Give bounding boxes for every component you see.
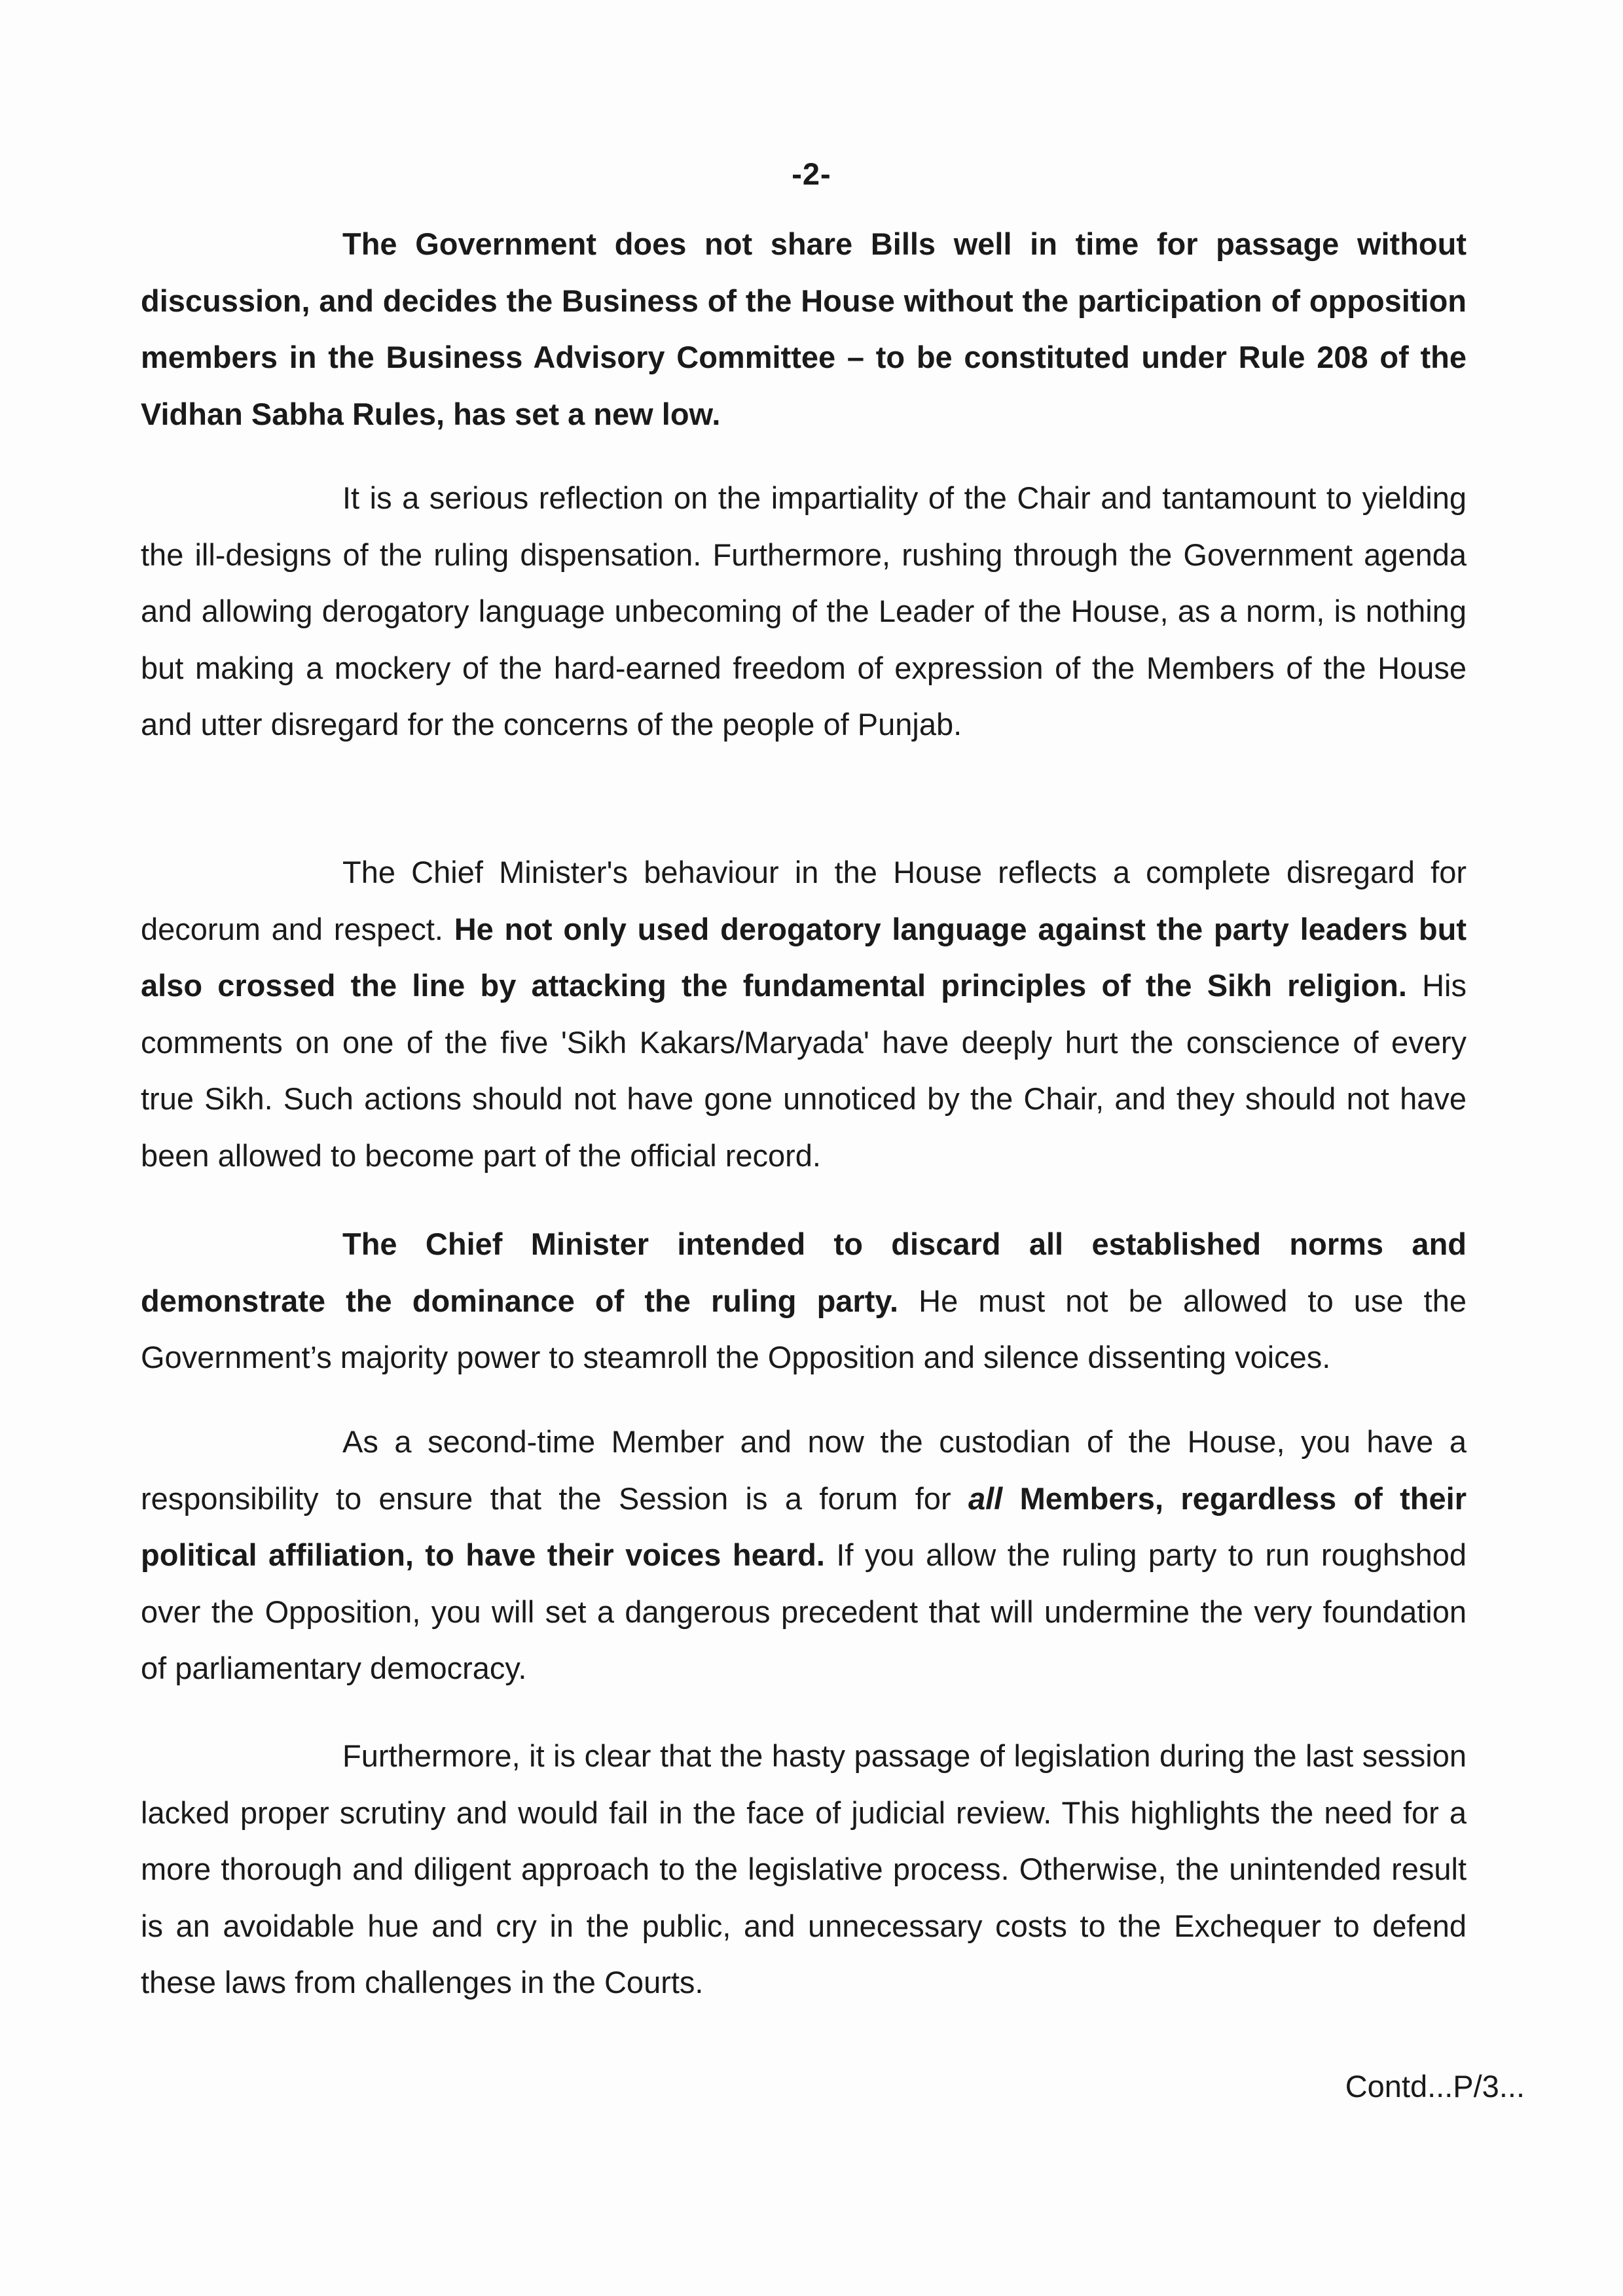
paragraph-impartiality: [141, 470, 1467, 753]
page-number: -2-: [792, 156, 831, 191]
paragraph-text-plain: His comments on one of the five 'Sikh Kakars/Maryada' have deeply hurt the conscience of every true Sikh. Such actions should not have gone unnoticed by the Chair, and they should not have been allowed to become part of the official record.: [141, 968, 1467, 1173]
paragraph-text-bold-italic: all: [968, 1480, 1003, 1516]
paragraph-text: It is a serious reflection on the impartiality of the Chair and tantamount to yielding the ill-designs of the ruling dispensation. Furthermore, rushing through the Government agenda and allowing derogatory language unbecoming of the Leader of the House, as a norm, is nothing but making a mockery of the hard-earned freedom of expression of the Members of the House and utter disregard for the concerns of the people of Punjab.: [141, 480, 1467, 742]
paragraph-chief-minister-behaviour: [141, 844, 1467, 1184]
paragraph-text-plain: If you allow the ruling party to run roughshod over the Opposition, you will set a dangerous precedent that will undermine the very foundation of parliamentary democracy.: [141, 1537, 1467, 1685]
paragraph-text: The Government does not share Bills well in time for passage without discussion, and decides the Business of the House without the participation of opposition members in the Business Advisory Committee – to be constituted under Rule 208 of the Vidhan Sabha Rules, has set a new low.: [141, 226, 1467, 431]
paragraph-text-bold: Members, regardless of their political affiliation, to have their voices heard.: [141, 1480, 1467, 1572]
continuation-note: Contd...P/3...: [1345, 2069, 1525, 2104]
paragraph-business-advisory: [141, 216, 1467, 442]
paragraph-custodian-responsibility: [141, 1414, 1467, 1697]
paragraph-text-plain: As a second-time Member and now the custodian of the House, you have a responsibility to ensure that the Session is a forum for: [141, 1424, 1467, 1516]
paragraph-text-plain: The Chief Minister's behaviour in the House reflects a complete disregard for decorum and respect.: [141, 855, 1467, 946]
paragraph-text: Furthermore, it is clear that the hasty passage of legislation during the last session lacked proper scrutiny and would fail in the face of judicial review. This highlights the need for a more thorough and diligent approach to the legislative process. Otherwise, the unintended result is an avoidable hue and cry in the public, and unnecessary costs to the Exchequer to defend these laws from challenges in the Courts.: [141, 1738, 1467, 2000]
paragraph-text-bold: The Chief Minister intended to discard all established norms and demonstrate the dominance of the ruling party.: [141, 1227, 1467, 1318]
paragraph-text-bold: He not only used derogatory language against the party leaders but also crossed the line by attacking the fundamental principles of the Sikh religion.: [141, 911, 1467, 1003]
paragraph-established-norms: [141, 1216, 1467, 1386]
paragraph-text-plain: He must not be allowed to use the Government’s majority power to steamroll the Opposition and silence dissenting voices.: [141, 1283, 1467, 1374]
paragraph-hasty-legislation: [141, 1728, 1467, 2011]
